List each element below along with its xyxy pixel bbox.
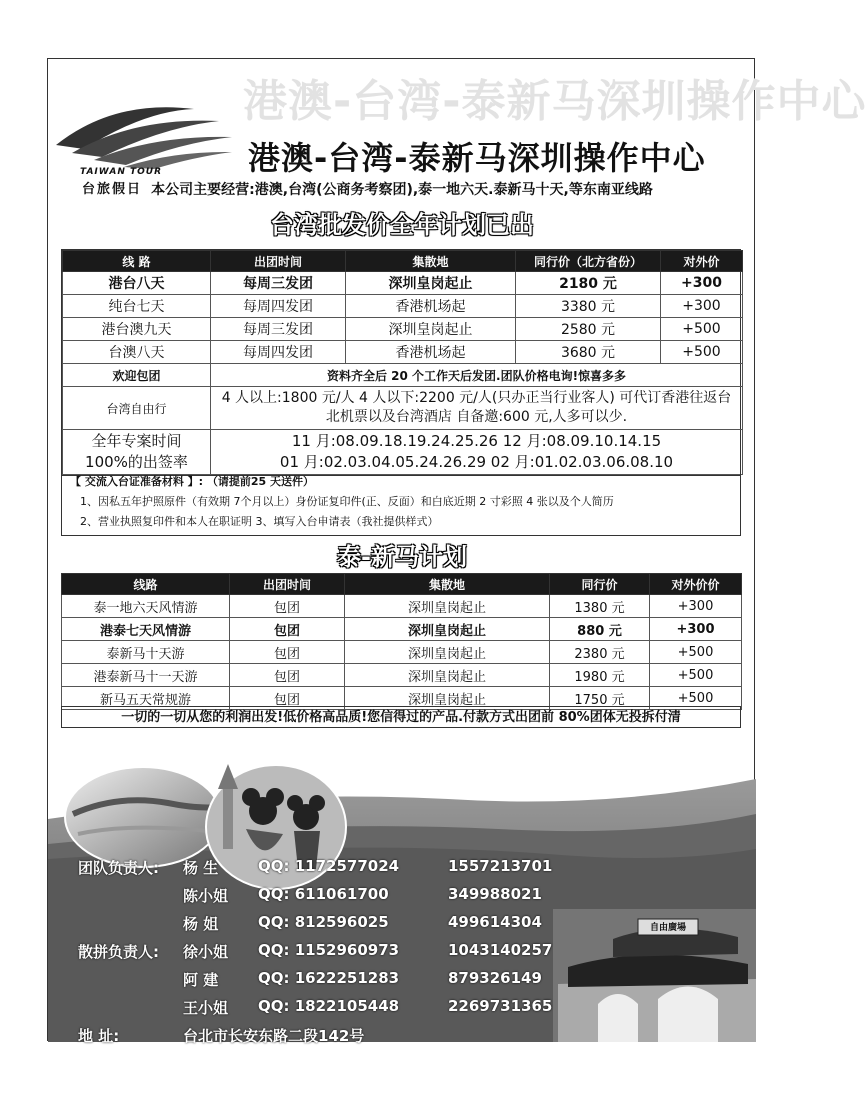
cell-public-price: +500 [661,318,743,341]
th-meeting-point: 集散地 [345,574,550,595]
schedule-label-1: 全年专案时间 [91,432,182,450]
free-travel-text: 4 人以上:1800 元/人 4 人以下:2200 元/人(只办正当行业客人) 可代订香港往返台北机票以及台湾酒店 自备邀:600 元,人多可以少. [211,387,743,430]
watermark-title: 港澳-台湾-泰新马深圳操作中心 [243,76,867,127]
cell-trade-price: 1380 元 [550,595,650,618]
materials-item-1: 1、因私五年护照原件（有效期 7个月以上）身份证复印件(正、反面）和白底近期 2 寸彩照 4 张以及个人简历 [80,495,614,508]
gate-plaque: 自由廣場 [649,923,686,933]
cell-route: 港台澳九天 [63,318,211,341]
cell-meeting-point: 香港机场起 [346,341,516,364]
cell-route: 泰一地六天风情游 [62,595,230,618]
thai-section-title: 泰-新马计划 [337,543,467,571]
contact-alt: 1043140257 [448,941,553,959]
cell-meeting-point: 深圳皇岗起止 [346,318,516,341]
promo-banner: 一切的一切从您的利润出发!低价格高品质!您信得过的产品.付款方式出团前 80%团体无投拆付清 [61,706,741,728]
cell-meeting-point: 深圳皇岗起止 [345,664,550,687]
schedule-line-1: 11 月:08.09.18.19.24.25.26 12 月:08.09.10.14.15 [291,432,662,450]
cell-public-price: +300 [650,595,742,618]
business-scope: 本公司主要经营:港澳,台湾(公商务考察团),泰一地六天.泰新马十天,等东南亚线路 [151,182,653,198]
flyer-frame [47,58,867,1045]
contact-alt: 499614304 [448,913,542,931]
cell-departure: 包团 [230,687,345,710]
page-title: 港澳-台湾-泰新马深圳操作中心 [248,139,706,177]
cell-departure: 每周四发团 [211,341,346,364]
address-label: 地 址: [78,1027,120,1045]
cell-meeting-point: 深圳皇岗起止 [345,641,550,664]
cell-trade-price: 3680 元 [516,341,661,364]
logo-chinese: 台旅假日 [82,182,143,197]
contact-alt: 2269731365 [448,997,553,1015]
contact-name: 杨 生 [183,859,219,877]
contact-name: 杨 姐 [183,915,219,933]
cell-public-price: +300 [661,295,743,318]
cell-meeting-point: 深圳皇岗起止 [345,687,550,710]
cell-trade-price: 2180 元 [516,272,661,295]
cell-trade-price: 1980 元 [550,664,650,687]
contact-alt: 1557213701 [448,857,553,875]
cell-route: 港台八天 [63,272,211,295]
cell-route: 港泰新马十一天游 [62,664,230,687]
cell-departure: 每周三发团 [211,272,346,295]
contact-list [48,59,756,1045]
address-text: 台北市长安东路二段142号 [183,1027,365,1045]
team-label: 团队负责人: [78,859,159,877]
scatter-label: 散拼负责人: [78,943,159,961]
th-public-price: 对外价价 [650,574,742,595]
cell-departure: 每周三发团 [211,318,346,341]
contact-alt: 879326149 [448,969,542,987]
cell-public-price: +300 [650,618,742,641]
cell-trade-price: 880 元 [550,618,650,641]
logo-english: TAIWAN TOUR [80,167,163,177]
cell-public-price: +500 [661,341,743,364]
cell-route: 台澳八天 [63,341,211,364]
charter-label: 欢迎包团 [63,364,211,387]
th-trade-price: 同行价（北方省份） [516,251,661,272]
cell-public-price: +300 [661,272,743,295]
contact-qq: QQ: 812596025 [258,913,389,931]
contact-name: 王小姐 [183,999,229,1017]
cell-meeting-point: 深圳皇岗起止 [345,618,550,641]
cell-meeting-point: 香港机场起 [346,295,516,318]
cell-meeting-point: 深圳皇岗起止 [345,595,550,618]
contact-name: 徐小姐 [183,943,229,961]
charter-text: 资料齐全后 20 个工作天后发团.团队价格电询!惊喜多多 [211,364,743,387]
cell-departure: 每周四发团 [211,295,346,318]
cell-trade-price: 1750 元 [550,687,650,710]
cell-public-price: +500 [650,687,742,710]
cell-departure: 包团 [230,618,345,641]
cell-route: 泰新马十天游 [62,641,230,664]
cell-trade-price: 3380 元 [516,295,661,318]
contact-qq: QQ: 1172577024 [258,857,400,875]
th-route: 线 路 [63,251,211,272]
cell-trade-price: 2380 元 [550,641,650,664]
schedule-label-2: 100%的出签率 [85,453,188,471]
contact-name: 阿 建 [183,971,219,989]
th-departure: 出团时间 [230,574,345,595]
th-meeting-point: 集散地 [346,251,516,272]
cell-route: 新马五天常规游 [62,687,230,710]
cell-departure: 包团 [230,664,345,687]
th-public-price: 对外价 [661,251,743,272]
contact-qq: QQ: 1152960973 [258,941,400,959]
free-travel-label: 台湾自由行 [63,387,211,430]
cell-public-price: +500 [650,664,742,687]
taiwan-section-title: 台湾批发价全年计划已出 [270,211,534,239]
cell-meeting-point: 深圳皇岗起止 [346,272,516,295]
th-route: 线路 [62,574,230,595]
th-trade-price: 同行价 [550,574,650,595]
contact-qq: QQ: 611061700 [258,885,389,903]
th-departure: 出团时间 [211,251,346,272]
cell-trade-price: 2580 元 [516,318,661,341]
schedule-line-2: 01 月:02.03.04.05.24.26.29 02 月:01.02.03.06.08.10 [279,453,674,471]
contact-alt: 349988021 [448,885,542,903]
materials-item-2: 2、营业执照复印件和本人在职证明 3、填写入台申请表（我社提供样式） [80,515,439,528]
materials-heading: 【 交流入台证准备材料 】: （请提前25 天送件） [70,475,315,488]
cell-departure: 包团 [230,641,345,664]
cell-route: 港泰七天风情游 [62,618,230,641]
contact-qq: QQ: 1622251283 [258,969,400,987]
contact-qq: QQ: 1822105448 [258,997,400,1015]
cell-public-price: +500 [650,641,742,664]
contact-name: 陈小姐 [183,887,229,905]
cell-route: 纯台七天 [63,295,211,318]
cell-departure: 包团 [230,595,345,618]
